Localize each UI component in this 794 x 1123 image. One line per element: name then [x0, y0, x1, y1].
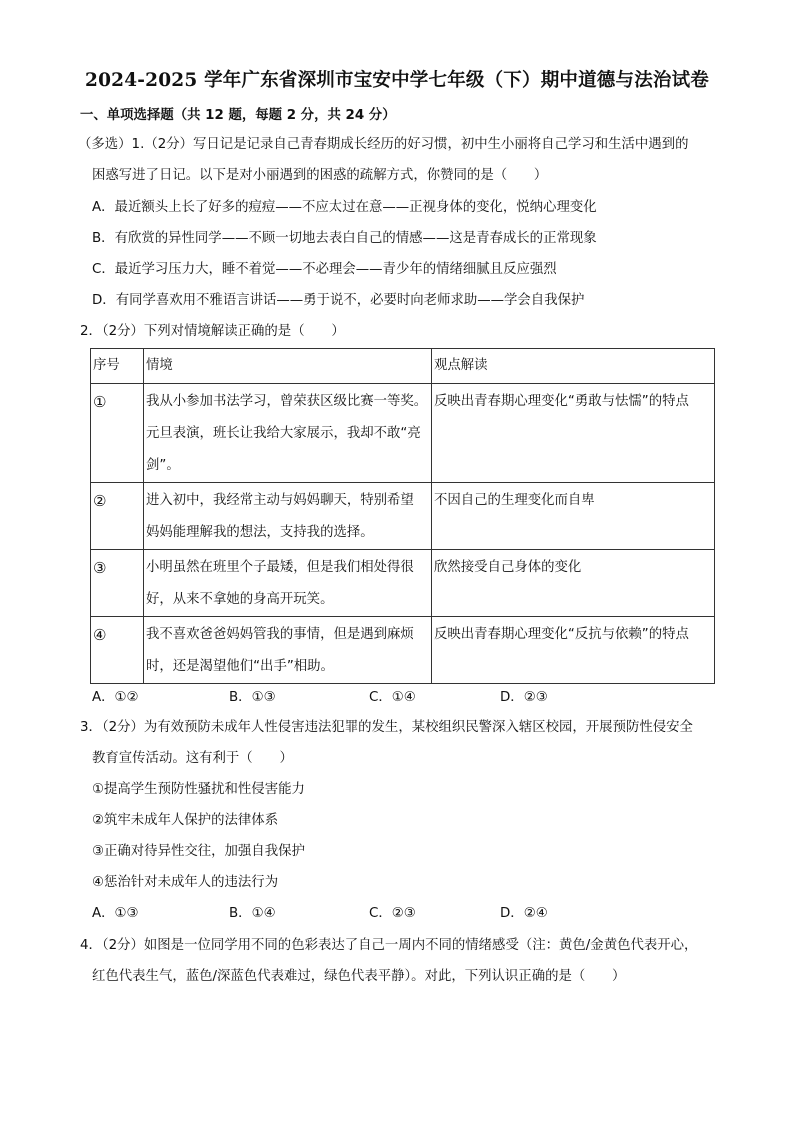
table-row [91, 384, 715, 483]
table-row [91, 550, 715, 617]
q1-option-b[interactable]: B．有欣赏的异性同学——不顾一切地去表白自己的情感——这是青春成长的正常现象 [92, 231, 597, 246]
header-scene: 情境 [144, 349, 432, 384]
q1-stem-line1: （多选）1.（2分）写日记是记录自己青春期成长经历的好习惯，初中生小丽将自己学习和生活中遇到的 [78, 137, 689, 152]
section-heading: 一、单项选择题（共 12 题，每题 2 分，共 24 分） [80, 108, 396, 123]
q3-option-b[interactable]: B．①④ [229, 906, 276, 921]
q3-option-d[interactable]: D．②④ [500, 906, 548, 921]
exam-title: 2024-2025 学年广东省深圳市宝安中学七年级（下）期中道德与法治试卷 [85, 70, 709, 91]
row-view: 反映出青春期心理变化“反抗与依赖”的特点 [432, 617, 715, 684]
q2-stem: 2．（2分）下列对情境解读正确的是（ ） [80, 324, 345, 339]
q1-stem-line2: 困惑写进了日记。以下是对小丽遇到的困惑的疏解方式，你赞同的是（ ） [92, 168, 548, 183]
row-view: 不因自己的生理变化而自卑 [432, 483, 715, 550]
table-row [91, 617, 715, 684]
q3-item-1: ①提高学生预防性骚扰和性侵害能力 [92, 782, 305, 797]
q2-option-d[interactable]: D．②③ [500, 690, 548, 705]
row-scene: 进入初中，我经常主动与妈妈聊天，特别希望 妈妈能理解我的想法，支持我的选择。 [144, 483, 432, 550]
q3-stem-line2: 教育宣传活动。这有利于（ ） [92, 751, 293, 766]
q2-option-c[interactable]: C．①④ [369, 690, 416, 705]
table-header-row [91, 349, 715, 384]
header-view: 观点解读 [432, 349, 715, 384]
row-view: 反映出青春期心理变化“勇敢与怯懦”的特点 [432, 384, 715, 483]
q3-stem-line1: 3．（2分）为有效预防未成年人性侵害违法犯罪的发生，某校组织民警深入辖区校园，开展预防性侵安全 [80, 720, 693, 735]
row-scene: 我从小参加书法学习，曾荣获区级比赛一等奖。 元旦表演，班长让我给大家展示，我却不敢“亮 剑”。 [144, 384, 432, 483]
q4-stem-line2: 红色代表生气，蓝色/深蓝色代表难过，绿色代表平静）。对此，下列认识正确的是（ ） [92, 969, 626, 984]
q3-item-3: ③正确对待异性交往，加强自我保护 [92, 844, 305, 859]
q2-option-a[interactable]: A．①② [92, 690, 139, 705]
q4-stem-line1: 4．（2分）如图是一位同学用不同的色彩表达了自己一周内不同的情绪感受（注：黄色/金黄色代表开心， [80, 938, 698, 953]
q2-table [90, 348, 715, 684]
q3-item-2: ②筑牢未成年人保护的法律体系 [92, 813, 279, 828]
row-no: ① [91, 384, 144, 483]
table-row [91, 483, 715, 550]
row-scene: 小明虽然在班里个子最矮，但是我们相处得很 好，从来不拿她的身高开玩笑。 [144, 550, 432, 617]
q1-option-d[interactable]: D．有同学喜欢用不雅语言讲话——勇于说不，必要时向老师求助——学会自我保护 [92, 293, 585, 308]
row-no: ④ [91, 617, 144, 684]
row-scene: 我不喜欢爸爸妈妈管我的事情，但是遇到麻烦 时，还是渴望他们“出手”相助。 [144, 617, 432, 684]
row-no: ② [91, 483, 144, 550]
header-no: 序号 [91, 349, 144, 384]
q3-option-c[interactable]: C．②③ [369, 906, 416, 921]
q3-option-a[interactable]: A．①③ [92, 906, 139, 921]
q3-item-4: ④惩治针对未成年人的违法行为 [92, 875, 279, 890]
q1-option-a[interactable]: A．最近额头上长了好多的痘痘——不应太过在意——正视身体的变化，悦纳心理变化 [92, 200, 597, 215]
q2-option-b[interactable]: B．①③ [229, 690, 276, 705]
q1-option-c[interactable]: C．最近学习压力大，睡不着觉——不必理会——青少年的情绪细腻且反应强烈 [92, 262, 557, 277]
row-view: 欣然接受自己身体的变化 [432, 550, 715, 617]
row-no: ③ [91, 550, 144, 617]
